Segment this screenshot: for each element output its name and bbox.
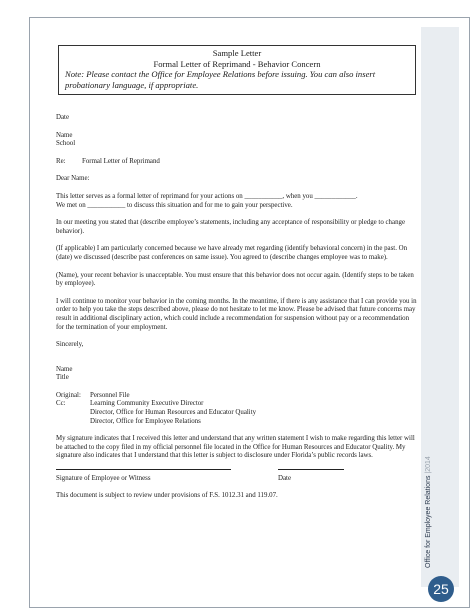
cc-recipient: Director, Office for Human Resources and Educator Quality	[90, 409, 257, 417]
year-label: |2014	[425, 456, 432, 474]
employee-signature-label: Signature of Employee or Witness	[56, 475, 151, 483]
header-box	[58, 45, 416, 95]
cc-line-3	[56, 418, 418, 427]
recipient-name: Name	[56, 131, 73, 139]
letter-subtitle: Formal Letter of Reprimand - Behavior Concern	[153, 58, 321, 69]
paragraph-5: I will continue to monitor your behavior in the coming months. In the meantime, if there is any assistance that I can provide you in order to help you take the steps described above, please do not hesitate to let me know. Please be advised that future concerns may result in additional disciplinary action, which could include a recommendation for suspension without pay or a recommendation for the termination of your employment.	[56, 297, 417, 331]
signature-lines	[56, 461, 418, 475]
original-value: Personnel File	[90, 391, 130, 399]
paragraph-1-line-1: This letter serves as a formal letter of reprimand for your actions on ___________, when you ____________.	[56, 192, 358, 200]
date-line: Date	[56, 114, 70, 121]
footer-note: This document is subject to review under provisions of F.S. 1012.31 and 119.07.	[56, 492, 278, 500]
subject-label: Re:	[56, 157, 66, 165]
salutation: Dear Name:	[56, 175, 90, 183]
signature-labels	[56, 475, 418, 485]
recipient-school: School	[56, 140, 76, 148]
issuing-note: Note: Please contact the Office for Employee Relations before issuing. You can also insert probationary language, if appropriate.	[65, 69, 376, 90]
cc-line-2	[56, 409, 418, 418]
office-name: Office for Employee Relations	[425, 475, 432, 568]
subject-line	[56, 158, 418, 167]
cc-recipient: Learning Community Executive Director	[90, 400, 204, 408]
date-signature-line	[278, 469, 344, 470]
paragraph-1-line-2: We met on ___________ to discuss this situation and for me to gain your perspective.	[56, 201, 293, 209]
employee-signature-line	[56, 469, 231, 470]
signer-title: Title	[56, 374, 69, 382]
original-label: Original:	[56, 391, 81, 399]
paragraph-2: In our meeting you stated that (describe employee’s statements, including any acceptance of responsibility or pledge to change behavior).	[56, 219, 406, 235]
acknowledgment-paragraph: My signature indicates that I received this letter and understand that any written statement I wish to make regarding this letter will be attached to the copy filed in my official personnel file located in the Office for Human Resources and Educator Quality. My signature also indicates that I understand that this letter is subject to disclosure under Florida’s public records laws.	[56, 435, 415, 460]
original-line	[56, 392, 418, 401]
date-signature-label: Date	[278, 475, 292, 483]
paragraph-4: (Name), your recent behavior is unacceptable. You must ensure that this behavior does not occur again. (Identify steps to be taken by employee).	[56, 271, 414, 288]
cc-line-1	[56, 400, 418, 409]
cc-recipient: Director, Office for Employee Relations	[90, 417, 201, 425]
page-number-badge	[428, 576, 454, 602]
letter-body	[56, 114, 418, 501]
page-number: 25	[433, 581, 449, 597]
office-vertical-label	[425, 456, 432, 568]
signer-name: Name	[56, 365, 73, 373]
paragraph-3: (If applicable) I am particularly concerned because we have already met regarding (identify behavioral concern) in the past. On (date) we discussed (describe past conferences on same issue). You agreed to (describe changes employee was to make).	[56, 245, 408, 261]
letter-title: Sample Letter	[212, 48, 262, 58]
subject-value: Formal Letter of Reprimand	[82, 157, 160, 165]
cc-label: Cc:	[56, 400, 66, 408]
closing: Sincerely,	[56, 341, 84, 349]
